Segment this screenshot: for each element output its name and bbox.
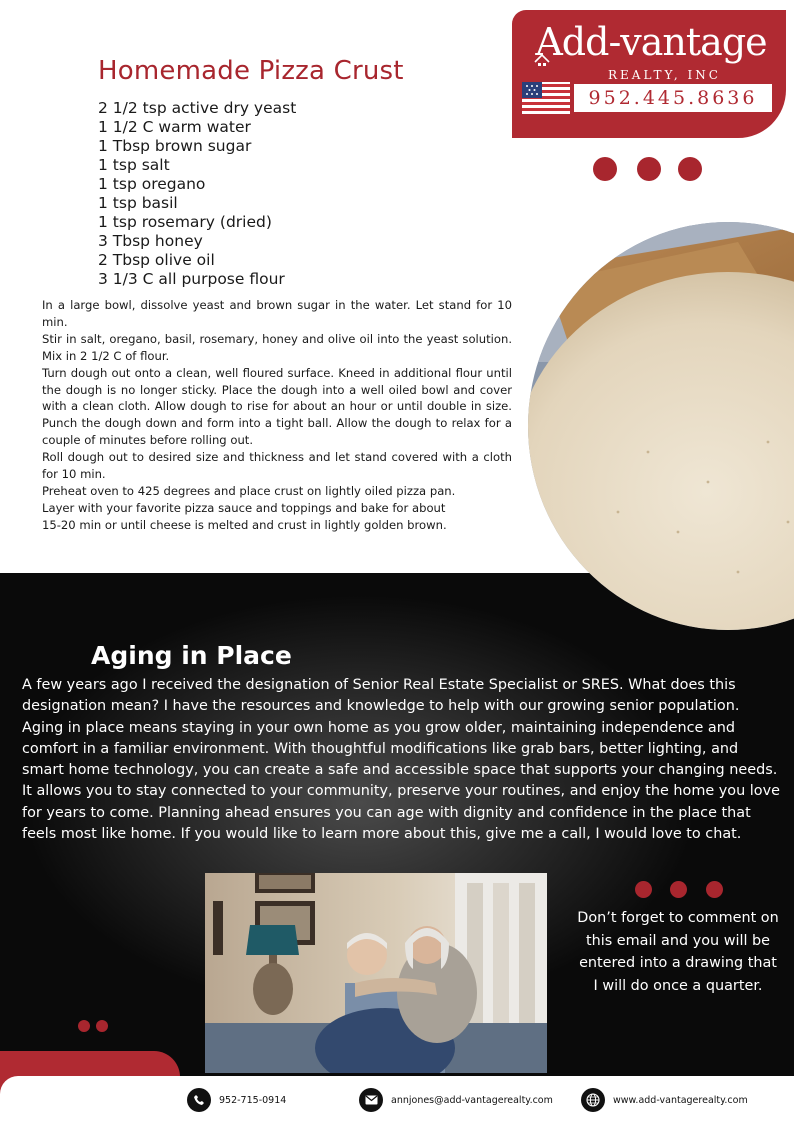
ingredient-item: 3 Tbsp honey [98, 232, 203, 250]
phone-icon [187, 1088, 211, 1112]
ingredient-item: 2 Tbsp olive oil [98, 251, 215, 269]
decorative-dot [593, 157, 617, 181]
decorative-dot [637, 157, 661, 181]
decorative-dot [670, 881, 687, 898]
direction-step: Preheat oven to 425 degrees and place crust on lightly oiled pizza pan. [42, 483, 456, 498]
mail-icon [359, 1088, 383, 1112]
ingredient-item: 1 tsp rosemary (dried) [98, 213, 272, 231]
logo-name: Add-vantage [535, 20, 767, 64]
direction-step: Stir in salt, oregano, basil, rosemary, honey and olive oil into the yeast solution. Mix in 2 1/2 C of flour. [42, 331, 512, 363]
globe-icon [581, 1088, 605, 1112]
ingredient-item: 1 1/2 C warm water [98, 118, 251, 136]
company-logo[interactable] [512, 10, 786, 138]
direction-step: Roll dough out to desired size and thickness and let stand covered with a cloth for 10 min. [42, 450, 512, 482]
ingredient-list [98, 99, 296, 289]
decorative-dot [678, 157, 702, 181]
footer-phone-text: 952-715-0914 [219, 1094, 287, 1106]
ingredient-item: 1 tsp basil [98, 194, 178, 212]
pizza-dough-photo [528, 222, 794, 630]
footer-phone[interactable] [187, 1088, 286, 1112]
footer-email[interactable] [359, 1088, 553, 1112]
decorative-dot [78, 1020, 90, 1032]
couple-photo [205, 873, 547, 1073]
footer-bar [0, 1076, 794, 1123]
comment-callout: Don’t forget to comment on this email and you will be entered into a drawing that I will do once a quarter. [577, 910, 779, 994]
logo-phone: 952.445.8636 [588, 87, 758, 109]
flag-icon [522, 82, 570, 114]
footer-website[interactable] [581, 1088, 748, 1112]
ingredient-item: 1 Tbsp brown sugar [98, 137, 252, 155]
direction-step: In a large bowl, dissolve yeast and brown sugar in the water. Let stand for 10 min. [42, 298, 512, 329]
decorative-dot [706, 881, 723, 898]
logo-phone-box [574, 84, 772, 112]
ingredient-item: 1 tsp oregano [98, 175, 206, 193]
ingredient-item: 1 tsp salt [98, 156, 170, 174]
recipe-directions [42, 297, 512, 534]
decorative-dot [96, 1020, 108, 1032]
footer-website-text: www.add-vantagerealty.com [613, 1094, 748, 1106]
aging-title: Aging in Place [91, 641, 292, 670]
logo-subtitle: REALTY, INC [608, 68, 721, 82]
ingredient-item: 3 1/3 C all purpose flour [98, 270, 285, 288]
decorative-dot [635, 881, 652, 898]
direction-step: Layer with your favorite pizza sauce and toppings and bake for about [42, 500, 446, 515]
footer-email-text: annjones@add-vantagerealty.com [391, 1094, 553, 1106]
recipe-title: Homemade Pizza Crust [98, 56, 404, 86]
ingredient-item: 2 1/2 tsp active dry yeast [98, 99, 297, 117]
aging-body: A few years ago I received the designation of Senior Real Estate Specialist or SRES. What does this designation mean? I have the resources and knowledge to help with our growing senior population. Aging in place means staying in your own home as you grow older, maintaining independence and comfort in a familiar environment. With thoughtful modifications like grab bars, better lighting, and smart home technology, you can create a safe and accessible space that supports your changing needs. It allows you to stay connected to your community, preserve your routines, and enjoy the home you love for years to come. Planning ahead ensures you can age with dignity and confidence in the place that feels most like home. If you would like to learn more about this, give me a call, I would love to chat. [22, 677, 780, 843]
aging-section [0, 573, 794, 1123]
direction-step: Turn dough out onto a clean, well floured surface. Kneed in additional flour until the dough is no longer sticky. Place the dough into a well oiled bowl and cover with a clean cloth. Allow dough to rise for about an hour or until double in size. Punch the dough down and form into a tight ball. Allow the dough to relax for a couple of minutes before rolling out. [42, 365, 512, 448]
direction-step: 15-20 min or until cheese is melted and crust in lightly golden brown. [42, 517, 447, 532]
